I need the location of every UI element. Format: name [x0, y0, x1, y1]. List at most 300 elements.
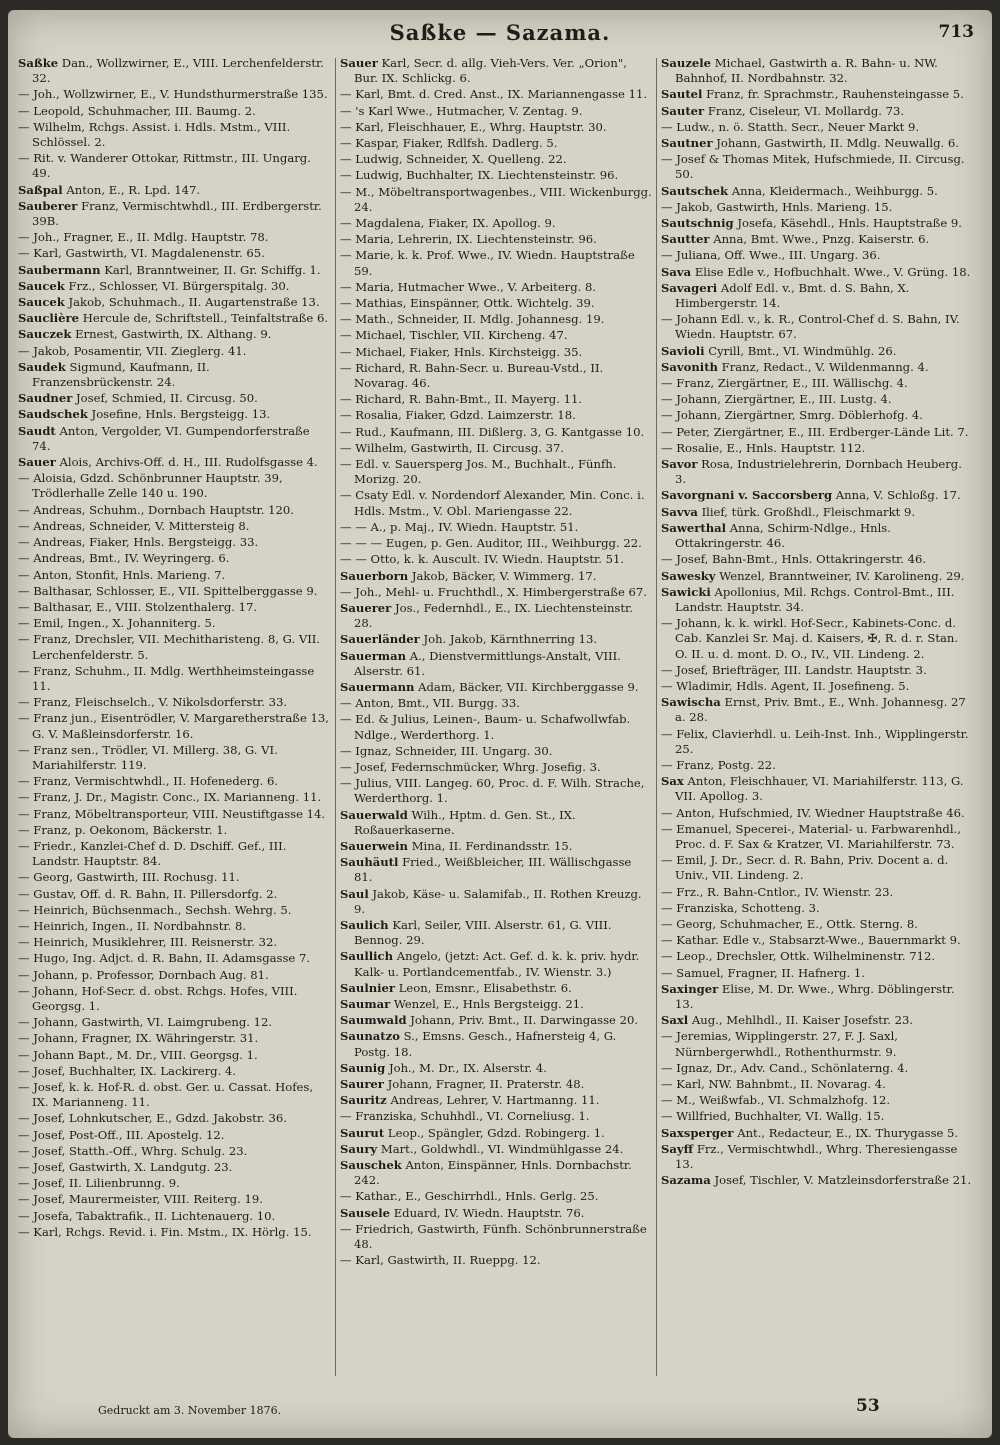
entry-details: — Felix, Clavierhdl. u. Leih-Inst. Inh., Wipplingerstr. 25.	[661, 726, 969, 756]
entry-details: Johann, Priv. Bmt., II. Darwingasse 20.	[410, 1013, 639, 1028]
entry-surname: Saxinger	[661, 981, 719, 996]
entry-surname: Sauberer	[18, 198, 78, 213]
directory-entry	[18, 1192, 330, 1207]
entry-details: — Josef, Maurermeister, VIII. Reiterg. 19.	[18, 1192, 263, 1207]
directory-entry	[340, 1109, 652, 1124]
entry-details: Jos., Federnhdl., E., IX. Liechtensteinstr. 28.	[354, 600, 633, 631]
entry-surname: Sava	[661, 264, 692, 279]
entry-details: Anna, Schirm-Ndlge., Hnls. Ottakringerstr. 46.	[675, 520, 891, 551]
entry-details: Hercule de, Schriftstell., Teinfaltstraße 6.	[82, 311, 329, 326]
entry-details: — Jeremias, Wipplingerstr. 27, F. J. Saxl, Nürnbergerwhdl., Rothenthurmstr. 9.	[661, 1029, 898, 1059]
directory-entry	[340, 744, 652, 759]
entry-details: — Heinrich, Büchsenmach., Sechsh. Wehrg. 5.	[18, 902, 292, 917]
directory-entry	[18, 984, 330, 1014]
print-date: Gedruckt am 3. November 1876.	[98, 1404, 282, 1417]
entry-details: Jakob, Schuhmach., II. Augartenstraße 13.	[68, 295, 320, 310]
directory-entry	[18, 1080, 330, 1110]
entry-details: — Josef, Lohnkutscher, E., Gdzd. Jakobstr. 36.	[18, 1111, 287, 1126]
entry-details: — Franz, p. Oekonom, Bäckerstr. 1.	[18, 822, 228, 837]
entry-details: — Andreas, Fiaker, Hnls. Bergsteigg. 33.	[18, 535, 259, 550]
entry-details: Anton, Vergolder, VI. Gumpendorferstraße 74.	[32, 423, 310, 453]
entry-details: Sigmund, Kaufmann, II. Franzensbrückenstr. 24.	[32, 359, 210, 390]
entry-details: Ilief, türk. Großhdl., Fleischmarkt 9.	[701, 504, 916, 519]
entry-details: Franz, Redact., V. Wildenmanng. 4.	[721, 359, 929, 374]
page-header	[8, 18, 992, 58]
entry-details: Rosa, Industrielehrerin, Dornbach Heuberg. 3.	[675, 457, 962, 487]
directory-entry	[340, 1093, 652, 1108]
directory-entry	[661, 1077, 973, 1092]
entry-details: — Joh., Fragner, E., II. Mdlg. Hauptstr. 78.	[18, 230, 269, 245]
directory-entry	[18, 790, 330, 805]
entry-details: — Friedrich, Gastwirth, Fünfh. Schönbrunnerstraße 48.	[340, 1221, 647, 1252]
entry-details: Josefine, Hnls. Bergsteigg. 13.	[91, 407, 271, 422]
entry-details: — Peter, Ziergärtner, E., III. Erdberger-Lände Lit. 7.	[661, 424, 969, 439]
directory-entry	[661, 136, 973, 151]
directory-entry	[340, 949, 652, 979]
entry-details: Franz, fr. Sprachmstr., Rauhensteingasse 5.	[706, 87, 964, 102]
directory-entry	[340, 296, 652, 311]
entry-details: — Franziska, Schotteng. 3.	[661, 900, 820, 915]
directory-entry	[340, 345, 652, 360]
entry-details: — Aloisia, Gdzd. Schönbrunner Hauptstr. 39, Trödlerhalle Zelle 140 u. 190.	[18, 471, 283, 501]
entry-surname: Saullich	[340, 949, 394, 964]
directory-entry	[18, 1031, 330, 1046]
directory-entry	[18, 295, 330, 310]
directory-entry	[18, 1176, 330, 1191]
entry-details: — Josef, II. Lilienbrunng. 9.	[18, 1176, 180, 1191]
entry-details: Karl, Seiler, VIII. Alserstr. 61, G. VIII. Bennog. 29.	[354, 917, 612, 948]
directory-entry	[340, 457, 652, 487]
directory-entry	[340, 601, 652, 631]
entry-details: Mina, II. Ferdinandsstr. 15.	[411, 838, 573, 853]
directory-entry	[340, 569, 652, 584]
entry-details: — Karl, Rchgs. Revid. i. Fin. Mstm., IX. Hörlg. 15.	[18, 1224, 312, 1239]
entry-details: — Kaspar, Fiaker, Rdlfsh. Dadlerg. 5.	[340, 136, 558, 151]
page-number: 713	[938, 22, 974, 42]
entry-surname: Sautel	[661, 87, 703, 102]
directory-entry	[340, 232, 652, 247]
entry-details: — Franz, Postg. 22.	[661, 757, 776, 772]
entry-details: — Franziska, Schuhhdl., VI. Corneliusg. 1.	[340, 1109, 590, 1124]
directory-entry	[340, 855, 652, 885]
entry-details: — Josefa, Tabaktrafik., II. Lichtenauerg. 10.	[18, 1208, 276, 1223]
entry-details: Ernst, Priv. Bmt., E., Wnh. Johannesg. 27 a. 28.	[675, 695, 966, 725]
entry-details: Leon, Emsnr., Elisabethstr. 6.	[398, 980, 572, 995]
entry-details: — Josef, Statth.-Off., Whrg. Schulg. 23.	[18, 1143, 248, 1158]
directory-entry	[340, 361, 652, 391]
directory-entry	[340, 104, 652, 119]
directory-entry	[340, 441, 652, 456]
directory-entry	[661, 408, 973, 423]
entry-surname: Saurer	[340, 1077, 384, 1091]
entry-details: — Franz, Möbeltransporteur, VIII. Neustiftgasse 14.	[18, 806, 326, 821]
entry-details: — Ludw., n. ö. Statth. Secr., Neuer Markt 9.	[661, 119, 920, 134]
entry-surname: Saxl	[661, 1013, 689, 1028]
entry-details: — Josef & Thomas Mitek, Hufschmiede, II. Circusg. 50.	[661, 152, 965, 182]
entry-details: — Magdalena, Fiaker, IX. Apollog. 9.	[340, 216, 556, 231]
entry-details: Karl, Secr. d. allg. Vieh-Vers. Ver. „Orion", Bur. IX. Schlickg. 6.	[354, 56, 627, 86]
directory-entry	[18, 407, 330, 422]
entry-details: — Joh., Mehl- u. Fruchthdl., X. Himbergerstraße 67.	[340, 584, 647, 599]
entry-details: Michael, Gastwirth a. R. Bahn- u. NW. Bahnhof, II. Nordbahnstr. 32.	[675, 56, 938, 86]
entry-details: — Andreas, Bmt., IV. Weyringerg. 6.	[18, 551, 230, 566]
directory-entry	[661, 727, 973, 757]
entry-details: Josefa, Käsehdl., Hnls. Hauptstraße 9.	[737, 216, 962, 231]
directory-entry	[340, 152, 652, 167]
directory-entry	[18, 951, 330, 966]
entry-details: Eduard, IV. Wiedn. Hauptstr. 76.	[393, 1205, 585, 1220]
directory-entry	[661, 360, 973, 375]
directory-entry	[661, 87, 973, 102]
directory-entry	[340, 552, 652, 567]
directory-entry	[340, 1158, 652, 1188]
directory-entry	[340, 312, 652, 327]
entry-details: — Franz, Fleischselch., V. Nikolsdorferstr. 33.	[18, 695, 288, 710]
directory-entry	[340, 712, 652, 742]
directory-entry	[340, 425, 652, 440]
directory-entry	[18, 1015, 330, 1030]
entry-details: Franz, Ciseleur, VI. Mollardg. 73.	[707, 103, 905, 118]
directory-entry	[18, 199, 330, 229]
entry-surname: Savorgnani v. Saccorsberg	[661, 488, 833, 503]
entry-details: Johann, Fragner, II. Praterstr. 48.	[387, 1077, 585, 1091]
directory-entry	[18, 56, 330, 86]
directory-entry	[340, 918, 652, 948]
column-1	[18, 56, 330, 1241]
directory-entry	[18, 616, 330, 631]
entry-details: S., Emsns. Gesch., Hafnersteig 4, G. Postg. 18.	[354, 1029, 617, 1059]
entry-details: — Andreas, Schuhm., Dornbach Hauptstr. 120.	[18, 502, 294, 517]
entry-details: — Franz jun., Eisentrödler, V. Margaretherstraße 13, G. V. Maßleinsdorferstr. 16.	[18, 711, 329, 741]
entry-details: Adam, Bäcker, VII. Kirchberggasse 9.	[418, 679, 639, 694]
entry-details: — Ludwig, Buchhalter, IX. Liechtensteinstr. 96.	[340, 168, 619, 183]
directory-entry	[661, 457, 973, 487]
entry-details: Angelo, (jetzt: Act. Gef. d. k. k. priv. hydr. Kalk- u. Portlandcementfab., IV. Wienstr. 3.)	[354, 949, 640, 979]
entry-details: — Franz, Drechsler, VII. Mechitharisteng. 8, G. VII. Lerchenfelderstr. 5.	[18, 632, 321, 662]
directory-entry	[18, 919, 330, 934]
entry-details: — Heinrich, Ingen., II. Nordbahnstr. 8.	[18, 918, 247, 933]
directory-entry	[661, 488, 973, 503]
directory-entry	[18, 1111, 330, 1126]
directory-entry	[661, 679, 973, 694]
directory-entry	[661, 1173, 973, 1188]
entry-details: — Josef, Gastwirth, X. Landgutg. 23.	[18, 1160, 233, 1175]
directory-entry	[661, 184, 973, 199]
entry-details: Anton, E., R. Lpd. 147.	[66, 182, 201, 197]
directory-entry	[340, 1013, 652, 1028]
entry-details: — Joh., Wollzwirner, E., V. Hundsthurmerstraße 135.	[18, 87, 328, 102]
entry-surname: Sautschek	[661, 183, 729, 198]
directory-entry	[340, 1077, 652, 1092]
entry-details: Anton, Fleischhauer, VI. Mariahilferstr. 113, G. VII. Apollog. 3.	[675, 774, 964, 804]
directory-entry	[18, 568, 330, 583]
directory-entry	[661, 232, 973, 247]
entry-surname: Sauerer	[340, 600, 392, 615]
entry-details: — Josef, Briefträger, III. Landstr. Hauptstr. 3.	[661, 662, 927, 677]
directory-entry	[661, 695, 973, 725]
entry-details: Jakob, Käse- u. Salamifab., II. Rothen Kreuzg. 9.	[354, 886, 642, 916]
directory-entry	[18, 104, 330, 119]
directory-entry	[18, 279, 330, 294]
directory-entry	[661, 392, 973, 407]
directory-entry	[18, 600, 330, 615]
entry-details: — — A., p. Maj., IV. Wiedn. Hauptstr. 51.	[340, 519, 579, 534]
entry-details: — Emanuel, Specerei-, Material- u. Farbwarenhdl., Proc. d. F. Sax & Kratzer, VI. Mariahilferstr. 73.	[661, 821, 961, 851]
entry-details: Anton, Einspänner, Hnls. Dornbachstr. 242.	[354, 1158, 632, 1188]
entry-details: — Gustav, Off. d. R. Bahn, II. Pillersdorfg. 2.	[18, 886, 278, 901]
entry-details: — Ludwig, Schneider, X. Quelleng. 22.	[340, 152, 567, 167]
directory-entry	[18, 632, 330, 662]
entry-details: — Karl, Fleischhauer, E., Whrg. Hauptstr. 30.	[340, 119, 607, 134]
directory-entry	[18, 870, 330, 885]
entry-surname: Sax	[661, 774, 684, 789]
entry-details: — Kathar. Edle v., Stabsarzt-Wwe., Bauernmarkt 9.	[661, 933, 961, 948]
directory-entry	[340, 997, 652, 1012]
entry-surname: Savonith	[661, 359, 718, 374]
entry-details: Wilh., Hptm. d. Gen. St., IX. Roßauerkaserne.	[354, 807, 576, 837]
entry-details: — Mathias, Einspänner, Ottk. Wichtelg. 39.	[340, 296, 595, 311]
column-2	[340, 56, 652, 1269]
entry-details: Franz, Vermischtwhdl., III. Erdbergerstr. 39B.	[32, 198, 322, 229]
sheet-signature: 53	[856, 1396, 880, 1416]
directory-entry	[18, 120, 330, 150]
entry-details: — Michael, Fiaker, Hnls. Kirchsteigg. 35.	[340, 344, 583, 359]
directory-entry	[18, 823, 330, 838]
entry-details: — Jakob, Gastwirth, Hnls. Marieng. 15.	[661, 199, 893, 214]
entry-details: — Karl, Bmt. d. Cred. Anst., IX. Mariannengasse 11.	[340, 87, 648, 102]
directory-entry	[661, 376, 973, 391]
entry-details: — Josef, k. k. Hof-R. d. obst. Ger. u. Cassat. Hofes, IX. Marianneng. 11.	[18, 1080, 314, 1110]
directory-entry	[661, 569, 973, 584]
entry-details: — Karl, Gastwirth, VI. Magdalenenstr. 65.	[18, 246, 265, 261]
entry-details: — Math., Schneider, II. Mdlg. Johannesg. 19.	[340, 312, 605, 327]
entry-details: — Franz, J. Dr., Magistr. Conc., IX. Marianneng. 11.	[18, 790, 322, 805]
directory-entry	[18, 535, 330, 550]
entry-surname: Saunatzo	[340, 1029, 400, 1044]
entry-surname: Saubermann	[18, 262, 101, 277]
entry-surname: Sautner	[661, 136, 713, 151]
entry-surname: Saxsperger	[661, 1125, 734, 1140]
entry-surname: Sausele	[340, 1205, 390, 1220]
entry-surname: Saucek	[18, 278, 65, 293]
directory-entry	[661, 344, 973, 359]
entry-details: — Josef, Federnschmücker, Whrg. Josefig. 3.	[340, 759, 601, 774]
entry-surname: Sauclière	[18, 311, 80, 326]
directory-entry	[18, 968, 330, 983]
entry-details: — Michael, Tischler, VII. Kircheng. 47.	[340, 328, 568, 343]
directory-entry	[18, 839, 330, 869]
entry-details: — — Otto, k. k. Auscult. IV. Wiedn. Hauptstr. 51.	[340, 552, 625, 567]
directory-entry	[340, 632, 652, 647]
directory-entry	[661, 949, 973, 964]
entry-details: — Johann, Ziergärtner, E., III. Lustg. 4.	[661, 392, 892, 407]
entry-details: Joh. Jakob, Kärnthnerring 13.	[423, 632, 598, 647]
entry-details: — — — Eugen, p. Gen. Auditor, III., Weihburgg. 22.	[340, 536, 642, 551]
entry-surname: Saurut	[340, 1125, 385, 1140]
entry-surname: Sauerwein	[340, 838, 408, 853]
directory-entry	[661, 200, 973, 215]
directory-entry	[340, 536, 652, 551]
directory-entry	[18, 471, 330, 501]
entry-details: Johann, Gastwirth, II. Mdlg. Neuwallg. 6.	[716, 136, 959, 151]
directory-entry	[661, 265, 973, 280]
entry-details: — Leop., Drechsler, Ottk. Wilhelminenstr. 712.	[661, 949, 936, 964]
directory-entry	[340, 488, 652, 518]
entry-details: — Wladimir, Hdls. Agent, II. Josefineng. 5.	[661, 678, 910, 693]
directory-entry	[340, 1126, 652, 1141]
entry-details: — Jakob, Posamentir, VII. Zieglerg. 41.	[18, 343, 247, 358]
entry-details: — Franz, Schuhm., II. Mdlg. Werthheimsteingasse 11.	[18, 663, 315, 693]
directory-entry	[661, 774, 973, 804]
directory-entry	[661, 616, 973, 662]
directory-entry	[340, 520, 652, 535]
entry-details: — Wilhelm, Gastwirth, II. Circusg. 37.	[340, 440, 565, 455]
entry-surname: Sauerman	[340, 648, 407, 663]
directory-entry	[661, 663, 973, 678]
entry-surname: Sawischa	[661, 695, 721, 710]
directory-entry	[661, 1093, 973, 1108]
entry-details: — Friedr., Kanzlei-Chef d. D. Dschiff. Gef., III. Landstr. Hauptstr. 84.	[18, 838, 287, 869]
entry-surname: Sauer	[18, 455, 56, 470]
directory-entry	[18, 1209, 330, 1224]
directory-entry	[661, 425, 973, 440]
entry-details: Josef, Tischler, V. Matzleinsdorferstraße 21.	[714, 1173, 972, 1188]
directory-entry	[661, 933, 973, 948]
entry-details: Ant., Redacteur, E., IX. Thurygasse 5.	[737, 1125, 959, 1140]
entry-details: Andreas, Lehrer, V. Hartmanng. 11.	[390, 1093, 600, 1108]
directory-entry	[18, 503, 330, 518]
directory-entry	[18, 1048, 330, 1063]
directory-entry	[18, 344, 330, 359]
directory-entry	[340, 839, 652, 854]
entry-details: — Rosalia, Fiaker, Gdzd. Laimzerstr. 18.	[340, 408, 576, 423]
directory-entry	[661, 853, 973, 883]
directory-entry	[340, 136, 652, 151]
entry-details: — Kathar., E., Geschirrhdl., Hnls. Gerlg. 25.	[340, 1189, 599, 1204]
directory-entry	[661, 281, 973, 311]
entry-surname: Sautschnig	[661, 216, 734, 231]
directory-entry	[18, 424, 330, 454]
entry-details: — Ignaz, Dr., Adv. Cand., Schönlaterng. 4.	[661, 1060, 909, 1075]
entry-details: — Johann Edl. v., k. R., Control-Chef d. S. Bahn, IV. Wiedn. Hauptstr. 67.	[661, 312, 960, 342]
directory-entry	[661, 982, 973, 1012]
entry-details: Wenzel, E., Hnls Bergsteigg. 21.	[393, 996, 584, 1011]
entry-details: — Csaty Edl. v. Nordendorf Alexander, Min. Conc. i. Hdls. Mstm., V. Obl. Mariengasse 22.	[340, 488, 645, 518]
entry-surname: Sauer	[340, 56, 378, 70]
entry-surname: Savor	[661, 457, 698, 472]
entry-details: Jakob, Bäcker, V. Wimmerg. 17.	[411, 568, 597, 583]
entry-details: — Samuel, Fragner, II. Hafnerg. 1.	[661, 965, 865, 980]
entry-details: — Ed. & Julius, Leinen-, Baum- u. Schafwollwfab. Ndlge., Werderthorg. 1.	[340, 712, 631, 742]
directory-entry	[661, 120, 973, 135]
entry-details: — Balthasar, E., VIII. Stolzenthalerg. 17.	[18, 599, 258, 614]
column-3	[661, 56, 973, 1189]
entry-details: — Johann, Ziergärtner, Smrg. Döblerhofg. 4.	[661, 408, 923, 423]
entry-surname: Saury	[340, 1141, 378, 1156]
entry-details: — Hugo, Ing. Adjct. d. R. Bahn, II. Adamsgasse 7.	[18, 951, 311, 966]
entry-details: — Georg, Gastwirth, III. Rochusg. 11.	[18, 870, 240, 885]
entry-surname: Sauerwald	[340, 807, 408, 822]
directory-entry	[340, 185, 652, 215]
entry-details: Fried., Weißbleicher, III. Wällischgasse 81.	[354, 855, 632, 885]
entry-surname: Sauzele	[661, 56, 712, 70]
entry-surname: Sauermann	[340, 679, 415, 694]
entry-surname: Sayff	[661, 1141, 694, 1156]
entry-surname: Saumwald	[340, 1013, 407, 1028]
entry-surname: Sauerborn	[340, 568, 409, 583]
directory-entry	[661, 917, 973, 932]
entry-details: — Johann, Fragner, IX. Währingerstr. 31.	[18, 1031, 259, 1046]
entry-details: Frz., Vermischtwhdl., Whrg. Theresiengasse 13.	[675, 1141, 958, 1172]
entry-surname: Saudner	[18, 391, 73, 406]
directory-entry	[18, 903, 330, 918]
directory-entry	[340, 696, 652, 711]
entry-details: Mart., Goldwhdl., VI. Windmühlgasse 24.	[380, 1141, 624, 1156]
entry-surname: Sazama	[661, 1173, 711, 1188]
entry-details: Ernest, Gastwirth, IX. Althang. 9.	[75, 327, 272, 342]
entry-details: Elise Edle v., Hofbuchhalt. Wwe., V. Grüng. 18.	[694, 264, 971, 279]
entry-details: Frz., Schlosser, VI. Bürgerspitalg. 30.	[68, 278, 290, 293]
directory-entry	[340, 776, 652, 806]
entry-details: Alois, Archivs-Off. d. H., III. Rudolfsgasse 4.	[59, 455, 318, 470]
entry-surname: Saßke	[18, 56, 59, 70]
directory-entry	[340, 168, 652, 183]
directory-entry	[18, 263, 330, 278]
directory-entry	[340, 216, 652, 231]
entry-details: — Ignaz, Schneider, III. Ungarg. 30.	[340, 743, 553, 758]
directory-entry	[18, 1064, 330, 1079]
directory-entry	[340, 328, 652, 343]
directory-entry	[18, 1144, 330, 1159]
entry-details: — Franz sen., Trödler, VI. Millerg. 38, G. VI. Mariahilferstr. 119.	[18, 742, 278, 772]
directory-entry	[340, 585, 652, 600]
directory-entry	[340, 981, 652, 996]
directory-entry	[18, 311, 330, 326]
directory-entry	[661, 441, 973, 456]
directory-entry	[18, 87, 330, 102]
entry-surname: Saucek	[18, 295, 65, 310]
directory-entry	[18, 455, 330, 470]
entry-details: Adolf Edl. v., Bmt. d. S. Bahn, X. Himbergerstr. 14.	[675, 280, 910, 311]
entry-details: — Andreas, Schneider, V. Mittersteig 8.	[18, 518, 250, 533]
entry-details: — Emil, J. Dr., Secr. d. R. Bahn, Priv. Docent a. d. Univ., VII. Lindeng. 2.	[661, 853, 949, 883]
entry-details: — Anton, Bmt., VII. Burgg. 33.	[340, 696, 520, 711]
entry-details: Joh., M. Dr., IX. Alserstr. 4.	[388, 1060, 547, 1075]
entry-details: A., Dienstvermittlungs-Anstalt, VIII. Alserstr. 61.	[354, 648, 621, 678]
entry-details: — Edl. v. Sauersperg Jos. M., Buchhalt., Fünfh. Morizg. 20.	[340, 457, 617, 487]
directory-entry	[18, 1225, 330, 1240]
directory-entry	[340, 1029, 652, 1059]
directory-entry	[18, 711, 330, 741]
entry-details: — Franz, Ziergärtner, E., III. Wällischg. 4.	[661, 376, 908, 391]
entry-surname: Saumar	[340, 996, 391, 1011]
directory-entry	[661, 1029, 973, 1059]
directory-entry	[661, 1142, 973, 1172]
directory-entry	[340, 1206, 652, 1221]
directory-entry	[18, 151, 330, 181]
entry-details: — M., Möbeltransportwagenbes., VIII. Wickenburgg. 24.	[340, 184, 652, 214]
entry-details: Karl, Branntweiner, II. Gr. Schiffg. 1.	[104, 262, 321, 277]
entry-surname: Savageri	[661, 280, 718, 295]
entry-details: — Leopold, Schuhmacher, III. Baumg. 2.	[18, 103, 256, 118]
entry-details: Anna, Bmt. Wwe., Pnzg. Kaiserstr. 6.	[713, 232, 930, 247]
entry-details: — Balthasar, Schlosser, E., VII. Spittelberggasse 9.	[18, 583, 318, 598]
column-divider	[656, 58, 657, 1376]
directory-entry	[340, 120, 652, 135]
entry-surname: Sawesky	[661, 568, 716, 583]
entry-surname: Saulnier	[340, 980, 396, 995]
directory-entry	[340, 1189, 652, 1204]
